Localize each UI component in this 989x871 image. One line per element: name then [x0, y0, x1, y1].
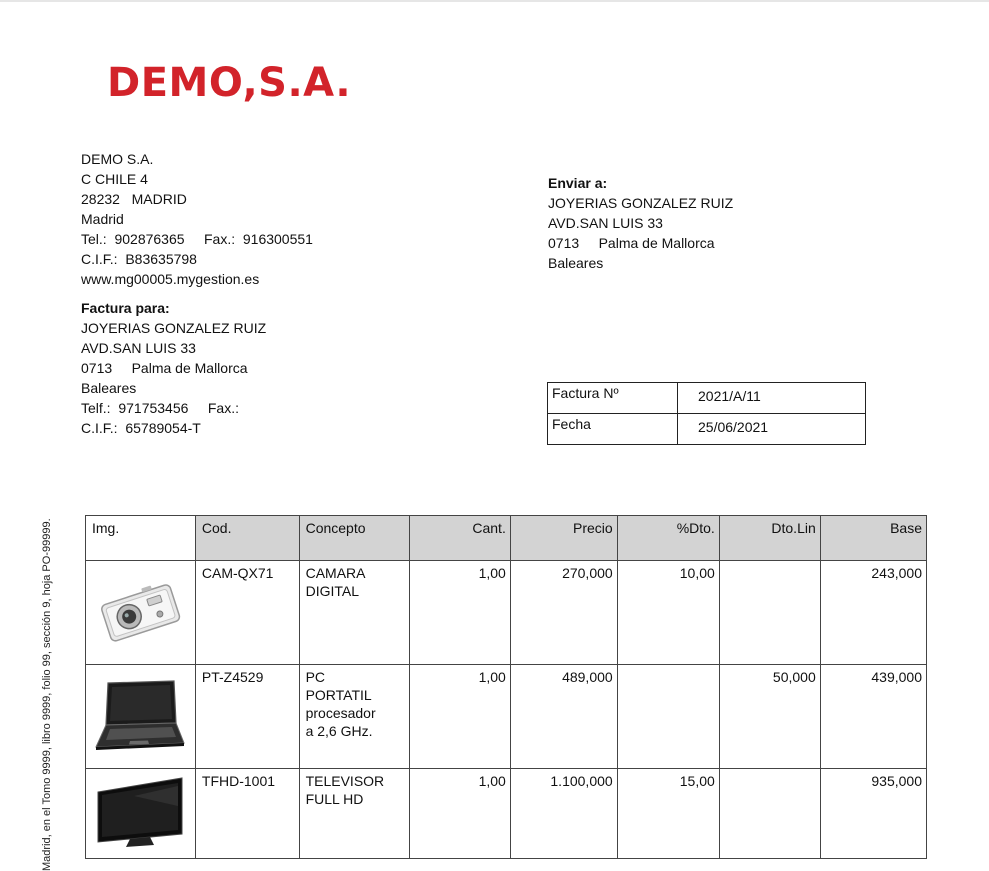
item-qty: 1,00: [410, 769, 510, 859]
invoice-number-label: Factura Nº: [548, 383, 678, 414]
company-phone-line: Tel.: 902876365 Fax.: 916300551: [81, 231, 313, 247]
item-line-discount: 50,000: [719, 665, 820, 769]
company-logo: DEMO,S.A.: [107, 60, 352, 106]
item-concept-line: a 2,6 GHz.: [305, 723, 373, 739]
header-dto: %Dto.: [617, 516, 719, 561]
item-concept-line: DIGITAL: [305, 583, 359, 599]
item-discount-pct: [617, 665, 719, 769]
ship-to-address: [548, 173, 733, 273]
bill-to-name: JOYERIAS GONZALEZ RUIZ: [81, 320, 267, 336]
item-line-discount: [719, 561, 820, 665]
tv-icon: [94, 776, 186, 848]
bill-to-heading: Factura para:: [81, 300, 170, 316]
laptop-image: [86, 665, 196, 769]
item-concept-line: PORTATIL: [305, 687, 372, 703]
header-cant: Cant.: [410, 516, 510, 561]
header-cod: Cod.: [195, 516, 299, 561]
bill-to-region: Baleares: [81, 380, 137, 396]
item-base: 439,000: [820, 665, 926, 769]
ship-to-region: Baleares: [548, 255, 604, 271]
company-postal-line: 28232 MADRID: [81, 191, 187, 207]
invoice-date-label: Fecha: [548, 414, 678, 445]
item-base: 935,000: [820, 769, 926, 859]
company-address: [81, 149, 313, 289]
table-row: [86, 561, 927, 665]
item-discount-pct: 10,00: [617, 561, 719, 665]
item-code: PT-Z4529: [195, 665, 299, 769]
company-cif: C.I.F.: B83635798: [81, 251, 197, 267]
item-code: CAM-QX71: [195, 561, 299, 665]
laptop-icon: [94, 677, 186, 753]
registry-note: Madrid, en el Tomo 9999, libro 9999, folio 99, sección 9, hoja PO-99999.: [41, 518, 53, 871]
invoice-number: 2021/A/11: [678, 383, 866, 414]
item-concept: [299, 665, 410, 769]
header-concepto: Concepto: [299, 516, 410, 561]
ship-to-postal-line: 0713 Palma de Mallorca: [548, 235, 715, 251]
item-base: 243,000: [820, 561, 926, 665]
table-row: [86, 665, 927, 769]
ship-to-heading: Enviar a:: [548, 175, 608, 191]
invoice-lines-table: [85, 515, 927, 859]
item-qty: 1,00: [410, 561, 510, 665]
item-concept-line: procesador: [305, 705, 376, 721]
company-street: C CHILE 4: [81, 171, 148, 187]
item-price: 489,000: [510, 665, 617, 769]
bill-to-cif: C.I.F.: 65789054-T: [81, 420, 201, 436]
ship-to-street: AVD.SAN LUIS 33: [548, 215, 663, 231]
item-code: TFHD-1001: [195, 769, 299, 859]
bill-to-phone-line: Telf.: 971753456 Fax.:: [81, 400, 239, 416]
header-precio: Precio: [510, 516, 617, 561]
company-website: www.mg00005.mygestion.es: [81, 271, 260, 287]
tv-image: [86, 769, 196, 859]
item-concept-line: CAMARA: [305, 565, 366, 581]
ship-to-name: JOYERIAS GONZALEZ RUIZ: [548, 195, 734, 211]
item-concept: [299, 769, 410, 859]
item-price: 1.100,000: [510, 769, 617, 859]
item-concept: [299, 561, 410, 665]
invoice-date: 25/06/2021: [678, 414, 866, 445]
company-name: DEMO S.A.: [81, 151, 154, 167]
top-divider: [0, 0, 989, 2]
item-qty: 1,00: [410, 665, 510, 769]
item-concept-line: PC: [305, 669, 326, 685]
bill-to-street: AVD.SAN LUIS 33: [81, 340, 196, 356]
item-discount-pct: 15,00: [617, 769, 719, 859]
camera-icon: [98, 578, 182, 644]
table-header-row: [86, 516, 927, 561]
table-row: [86, 769, 927, 859]
item-concept-line: FULL HD: [305, 791, 364, 807]
item-concept-line: TELEVISOR: [305, 773, 385, 789]
invoice-meta-table: [547, 382, 866, 445]
bill-to-postal-line: 0713 Palma de Mallorca: [81, 360, 248, 376]
header-dto-lin: Dto.Lin: [719, 516, 820, 561]
bill-to-address: [81, 298, 266, 438]
item-price: 270,000: [510, 561, 617, 665]
header-base: Base: [820, 516, 926, 561]
camera-image: [86, 561, 196, 665]
header-img: Img.: [86, 516, 196, 561]
company-city: Madrid: [81, 211, 124, 227]
item-line-discount: [719, 769, 820, 859]
